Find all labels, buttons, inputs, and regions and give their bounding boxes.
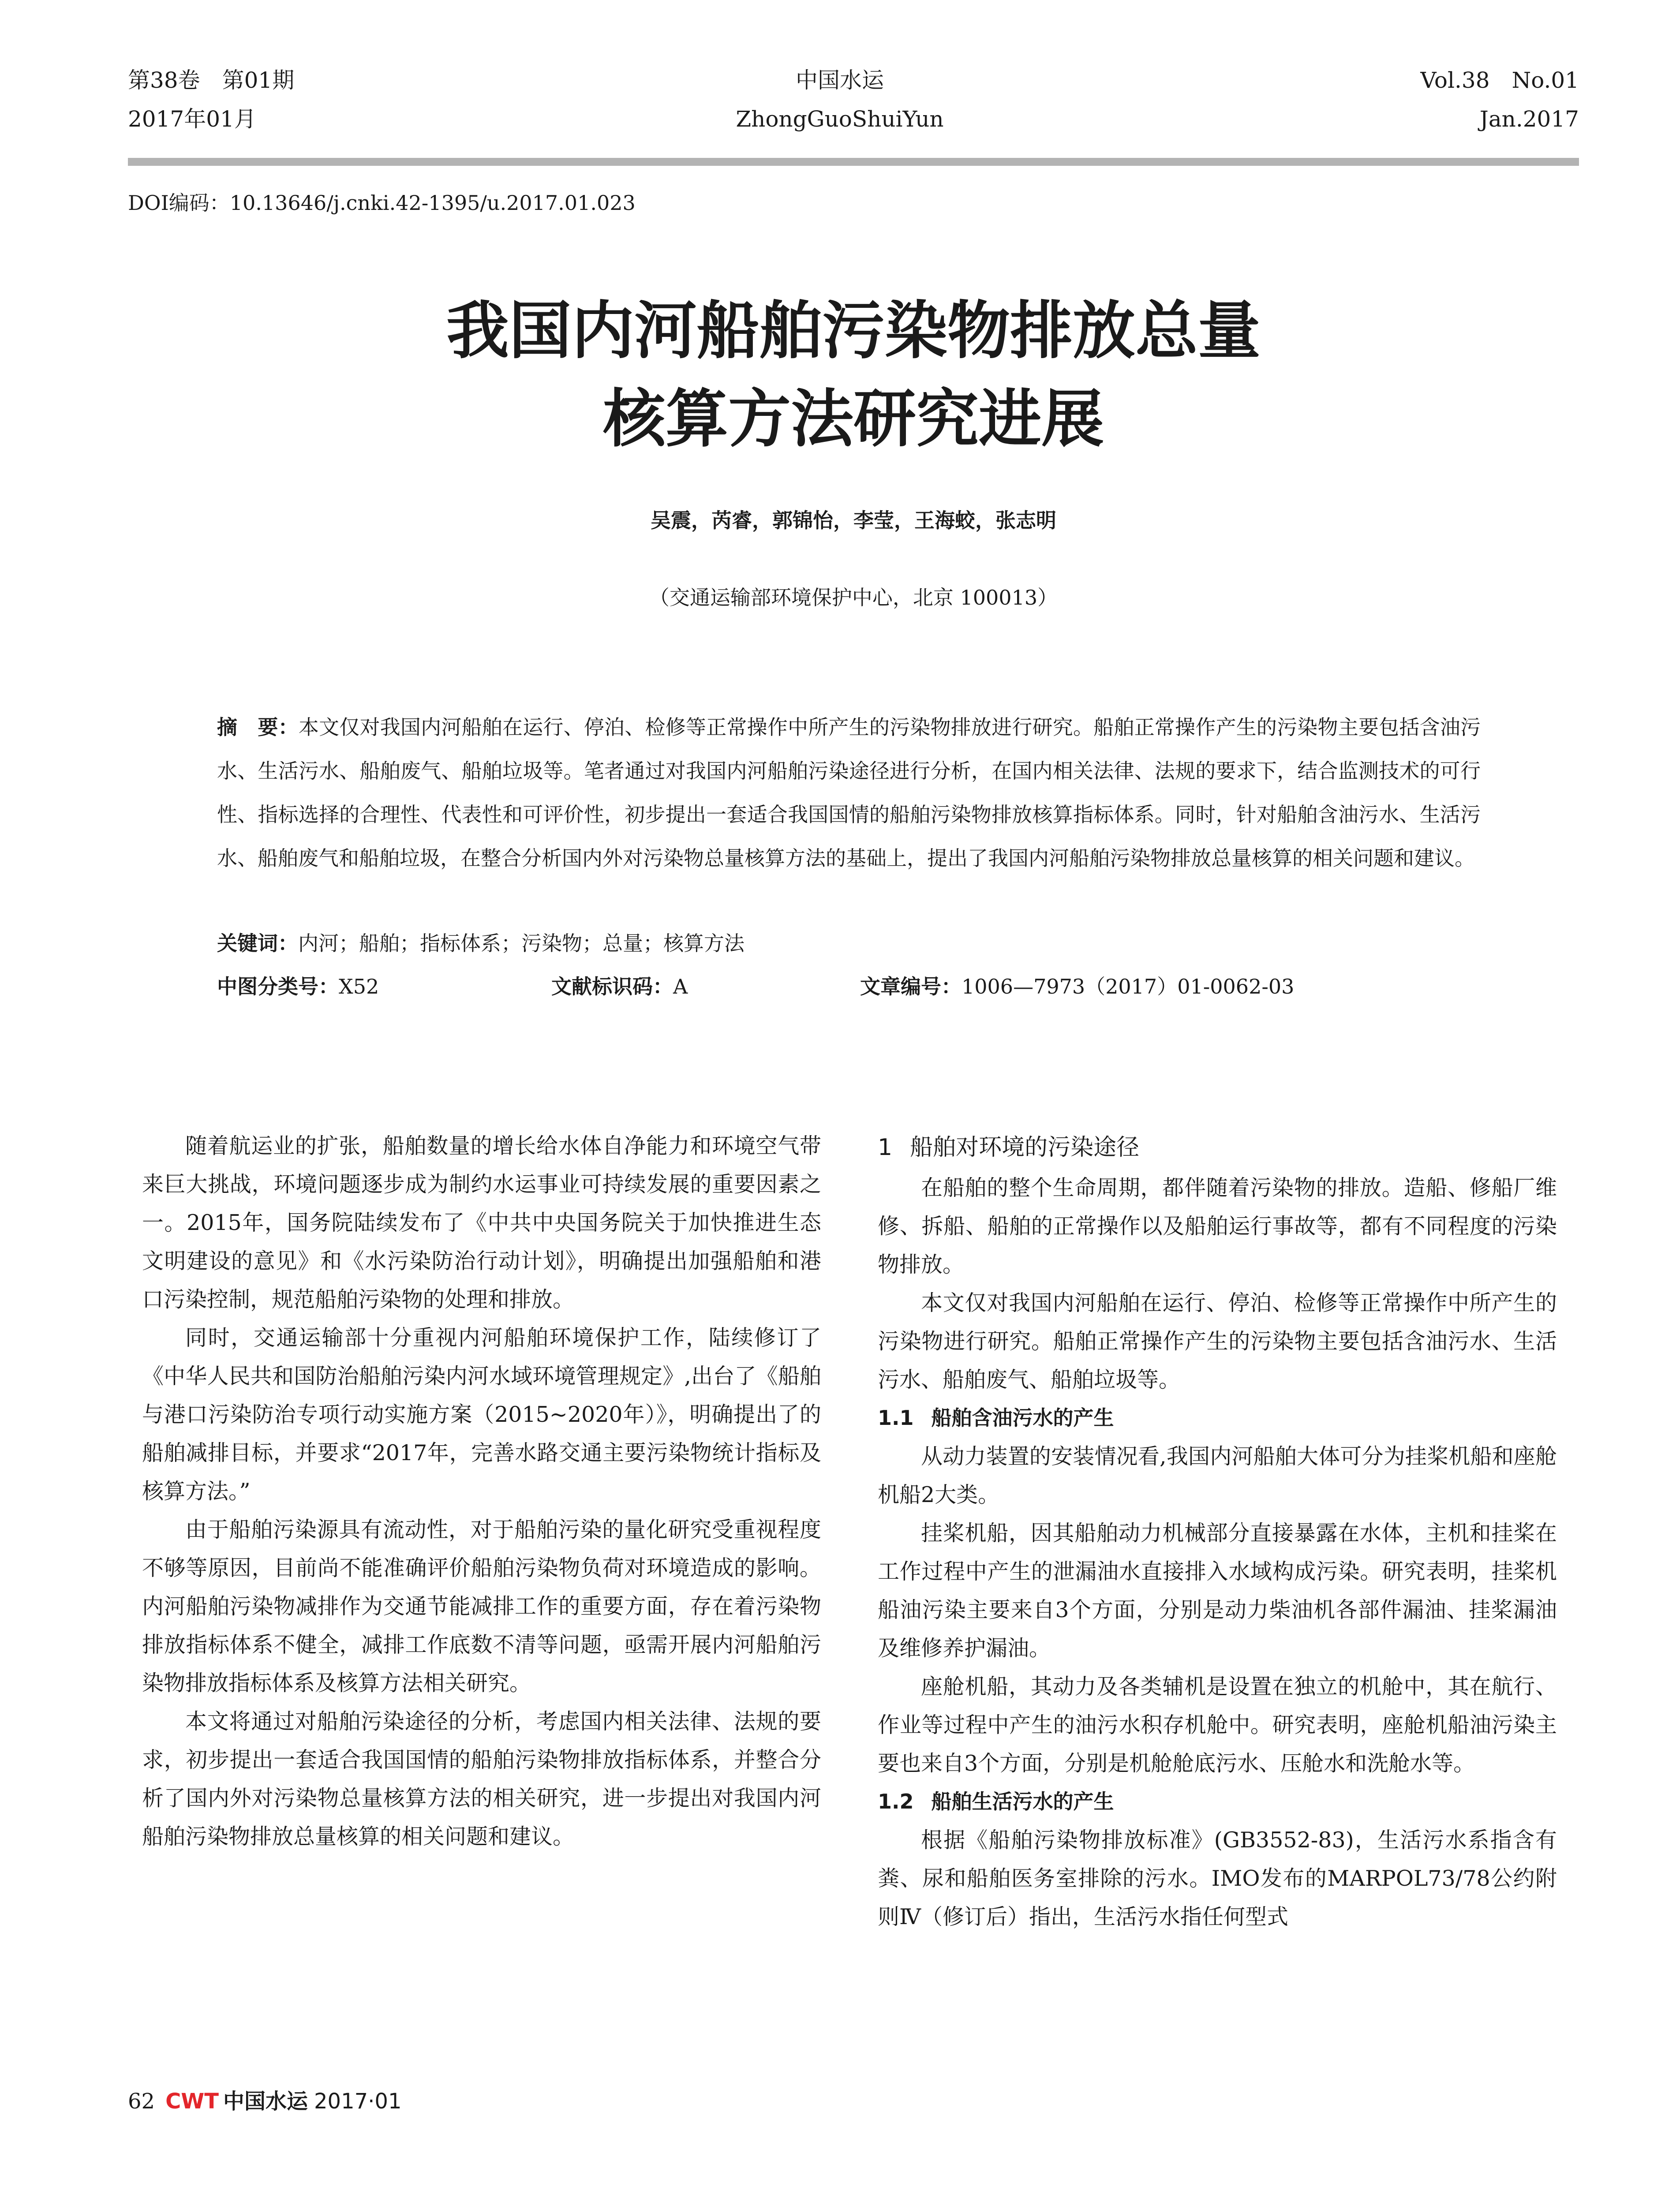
body-paragraph: 同时，交通运输部十分重视内河船舶环境保护工作，陆续修订了《中华人民共和国防治船舶污染内河水域环境管理规定》,出台了《船舶与港口污染防治专项行动实施方案（2015~2020年）》，明确提出了的船舶减排目标，并要求“2017年，完善水路交通主要污染物统计指标及核算方法。” xyxy=(142,1325,821,1504)
document-code-value: A xyxy=(673,975,688,998)
article-title xyxy=(128,287,1579,463)
subsection-number: 1.1 xyxy=(878,1406,914,1430)
clc-number xyxy=(217,965,379,1009)
abstract-label: 摘 要： xyxy=(217,715,299,739)
section-title: 船舶对环境的污染途径 xyxy=(910,1134,1140,1161)
footer-issue: 2017·01 xyxy=(314,2089,402,2114)
running-header-center xyxy=(619,61,1060,138)
body-paragraph: 本文将通过对船舶污染途径的分析，考虑国内相关法律、法规的要求，初步提出一套适合我国国情的船舶污染物排放指标体系，并整合分析了国内外对污染物总量核算方法的相关研究，进一步提出对我国内河船舶污染物排放总量核算的相关问题和建议。 xyxy=(142,1709,821,1849)
body-paragraph: 本文仅对我国内河船舶在运行、停泊、检修等正常操作中所产生的污染物进行研究。船舶正常操作产生的污染物主要包括含油污水、生活污水、船舶废气、船舶垃圾等。 xyxy=(878,1290,1557,1392)
body-paragraph: 挂桨机船，因其船舶动力机械部分直接暴露在水体，主机和挂桨在工作过程中产生的泄漏油水直接排入水域构成污染。研究表明，挂桨机船油污染主要来自3个方面，分别是动力柴油机各部件漏油、挂桨漏油及维修养护漏油。 xyxy=(878,1521,1557,1661)
subsection-number: 1.2 xyxy=(878,1790,914,1813)
volume-issue: 第38卷 第01期 xyxy=(128,67,295,93)
section-number: 1 xyxy=(878,1134,893,1161)
cwt-logo: CWT xyxy=(165,2089,219,2114)
footer-magazine-name: 中国水运 xyxy=(223,2089,308,2114)
page-number: 62 xyxy=(128,2089,155,2114)
body-column-left xyxy=(142,1127,821,1856)
body-paragraph: 由于船舶污染源具有流动性，对于船舶污染的量化研究受重视程度不够等原因，目前尚不能准确评价船舶污染物负荷对环境造成的影响。内河船舶污染物减排作为交通节能减排工作的重要方面，存在着污染物排放指标体系不健全，减排工作底数不清等问题，亟需开展内河船舶污染物排放指标体系及核算方法相关研究。 xyxy=(142,1517,821,1696)
body-paragraph: 随着航运业的扩张，船舶数量的增长给水体自净能力和环境空气带来巨大挑战，环境问题逐步成为制约水运事业可持续发展的重要因素之一。2015年，国务院陆续发布了《中共中央国务院关于加快推进生态文明建设的意见》和《水污染防治行动计划》，明确提出加强船舶和港口污染控制，规范船舶污染物的处理和排放。 xyxy=(142,1133,821,1312)
keywords-text: 内河；船舶；指标体系；污染物；总量；核算方法 xyxy=(298,931,745,955)
page-footer xyxy=(128,2084,402,2119)
body-paragraph: 根据《船舶污染物排放标准》(GB3552-83)，生活污水系指含有粪、尿和船舶医务室排除的污水。IMO发布的MARPOL73/78公约附则Ⅳ（修订后）指出，生活污水指任何型式 xyxy=(878,1828,1557,1929)
author-list: 吴震，芮睿，郭锦怡，李莹，王海蛟，张志明 xyxy=(651,508,1056,532)
section-heading-1 xyxy=(878,1127,1557,1169)
journal-name: 中国水运 xyxy=(796,67,884,93)
keywords-label: 关键词： xyxy=(217,931,298,955)
subsection-title: 船舶生活污水的产生 xyxy=(931,1790,1114,1813)
publication-date-english: Jan.2017 xyxy=(1479,106,1579,132)
abstract-text: 本文仅对我国内河船舶在运行、停泊、检修等正常操作中所产生的污染物排放进行研究。船舶正常操作产生的污染物主要包括含油污水、生活污水、船舶废气、船舶垃圾等。笔者通过对我国内河船舶污染途径进行分析，在国内相关法律、法规的要求下，结合监测技术的可行性、指标选择的合理性、代表性和可评价性，初步提出一套适合我国国情的船舶污染物排放核算指标体系。同时，针对船舶含油污水、生活污水、船舶废气和船舶垃圾，在整合分析国内外对污染物总量核算方法的基础上，提出了我国内河船舶污染物排放总量核算的相关问题和建议。 xyxy=(217,715,1481,870)
body-paragraph: 从动力装置的安装情况看,我国内河船舶大体可分为挂桨机船和座舱机船2大类。 xyxy=(878,1444,1557,1507)
volume-issue-english: Vol.38 No.01 xyxy=(1420,67,1579,93)
article-number xyxy=(860,965,1294,1009)
doi-code: DOI编码：10.13646/j.cnki.42-1395/u.2017.01.023 xyxy=(128,191,636,215)
affiliation: （交通运输部环境保护中心，北京 100013） xyxy=(649,586,1058,609)
publication-date: 2017年01月 xyxy=(128,106,256,132)
article-number-label: 文章编号： xyxy=(860,975,962,998)
body-column-right xyxy=(878,1127,1557,1936)
clc-label: 中图分类号： xyxy=(217,975,339,998)
title-line-1: 我国内河船舶污染物排放总量 xyxy=(446,294,1261,367)
title-line-2: 核算方法研究进展 xyxy=(603,382,1104,456)
document-code-label: 文献标识码： xyxy=(551,975,673,998)
running-header-left xyxy=(128,61,569,138)
document-code xyxy=(551,965,688,1009)
journal-name-pinyin: ZhongGuoShuiYun xyxy=(736,106,944,132)
subsection-heading-1-1 xyxy=(878,1399,1557,1437)
article-number-value: 1006—7973（2017）01-0062-03 xyxy=(962,975,1295,998)
subsection-title: 船舶含油污水的产生 xyxy=(931,1406,1114,1430)
running-header-right xyxy=(1138,61,1579,138)
abstract xyxy=(217,706,1481,880)
subsection-heading-1-2 xyxy=(878,1783,1557,1821)
clc-value: X52 xyxy=(339,975,379,998)
header-rule xyxy=(128,158,1579,166)
body-paragraph: 在船舶的整个生命周期，都伴随着污染物的排放。造船、修船厂维修、拆船、船舶的正常操作以及船舶运行事故等，都有不同程度的污染物排放。 xyxy=(878,1175,1557,1277)
keywords xyxy=(217,922,1481,965)
body-paragraph: 座舱机船，其动力及各类辅机是设置在独立的机舱中，其在航行、作业等过程中产生的油污水积存机舱中。研究表明，座舱机船油污染主要也来自3个方面，分别是机舱舱底污水、压舱水和洗舱水等。 xyxy=(878,1674,1557,1776)
